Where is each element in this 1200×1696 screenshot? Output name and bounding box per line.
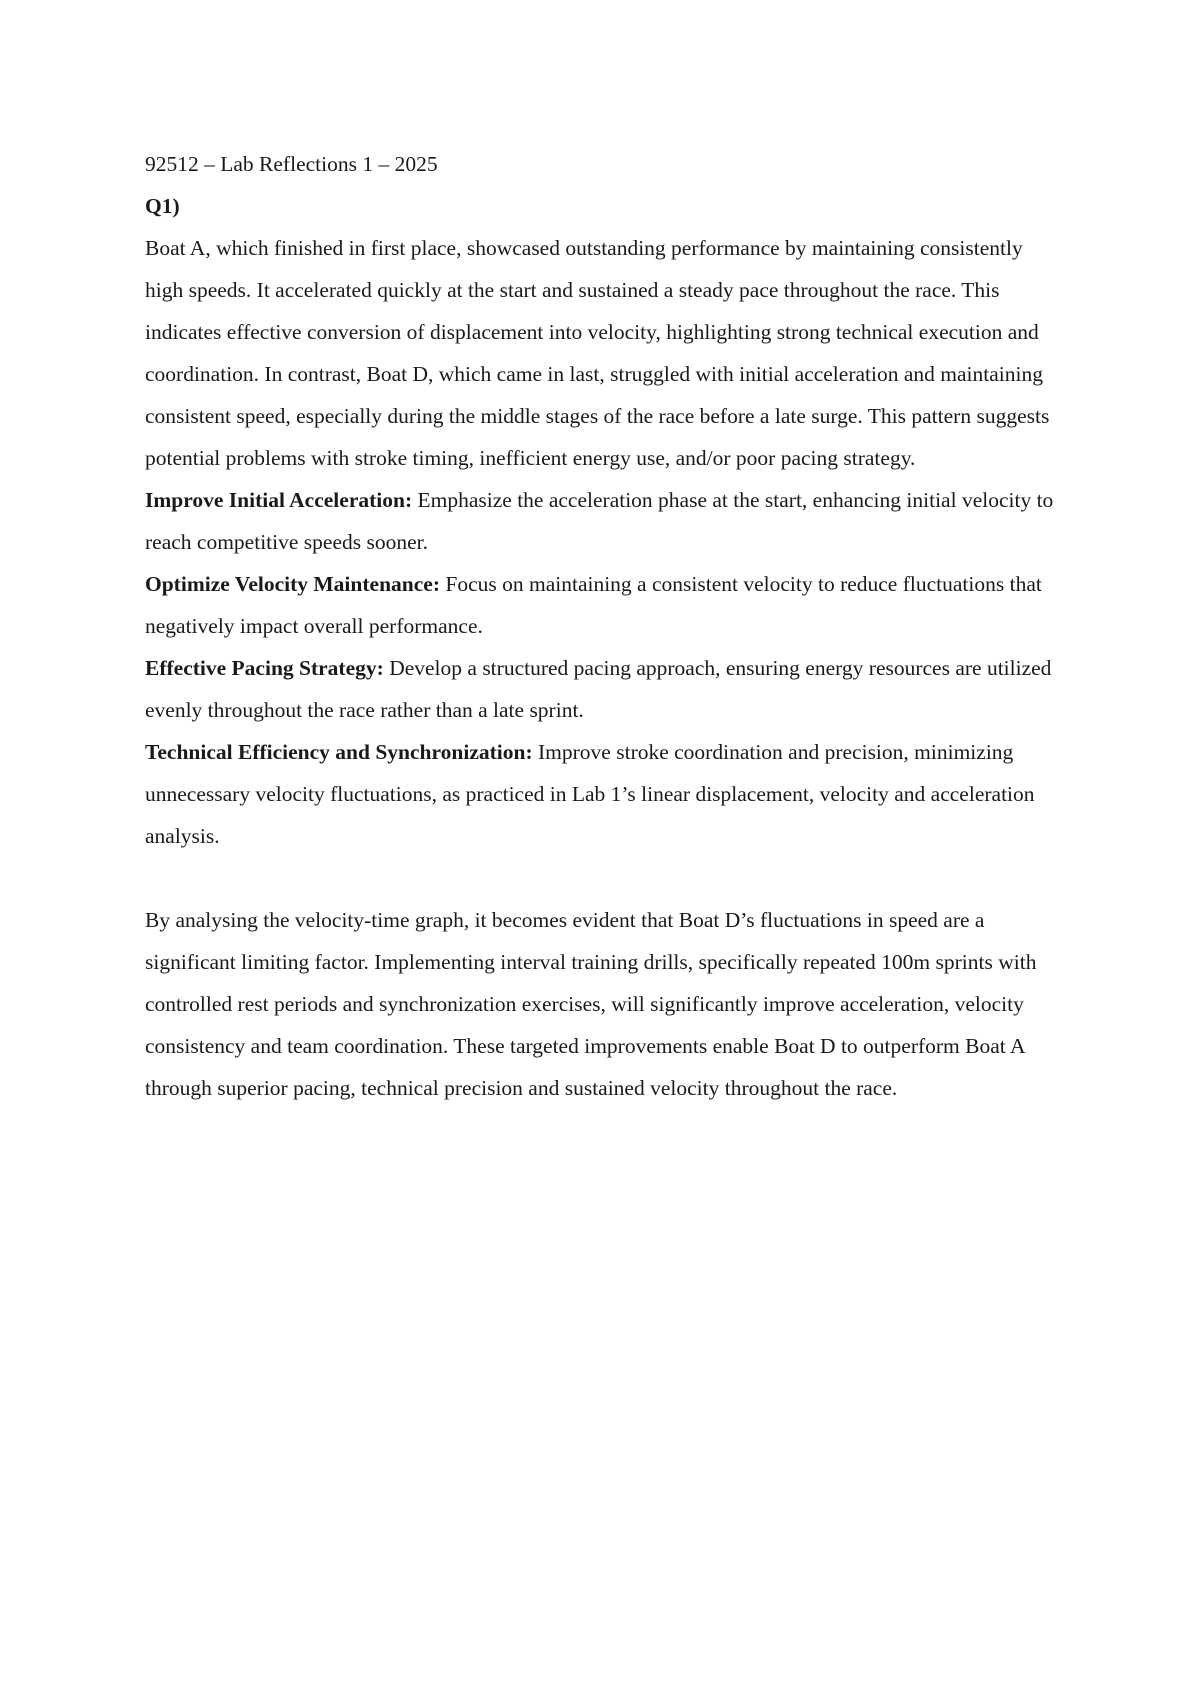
recommendation-title: Optimize Velocity Maintenance: bbox=[145, 572, 440, 596]
conclusion-paragraph: By analysing the velocity-time graph, it becomes evident that Boat D’s fluctuations in speed are a significant limiting factor. Implementing interval training drills, specifically repeated 100m sprints with controlled rest periods and synchronization exercises, will significantly improve acceleration, velocity consistency and team coordination. These targeted improvements enable Boat D to outperform Boat A through superior pacing, technical precision and sustained velocity throughout the race. bbox=[145, 908, 1037, 1100]
recommendation-technical bbox=[145, 731, 1065, 857]
recommendation-title: Effective Pacing Strategy: bbox=[145, 656, 384, 680]
document-body bbox=[145, 143, 1065, 1109]
intro-paragraph: Boat A, which finished in first place, showcased outstanding performance by maintaining consistently high speeds. It accelerated quickly at the start and sustained a steady pace throughout the race. This indicates effective conversion of displacement into velocity, highlighting strong technical execution and coordination. In contrast, Boat D, which came in last, struggled with initial acceleration and maintaining consistent speed, especially during the middle stages of the race before a late surge. This pattern suggests potential problems with stroke timing, inefficient energy use, and/or poor pacing strategy. bbox=[145, 236, 1050, 470]
recommendation-text: Develop a structured pacing approach, ensuring energy resources are utilized evenly throughout the race rather than a late sprint. bbox=[145, 656, 1052, 722]
recommendation-text: Emphasize the acceleration phase at the start, enhancing initial velocity to reach competitive speeds sooner. bbox=[145, 488, 1054, 554]
recommendation-title: Technical Efficiency and Synchronization: bbox=[145, 740, 533, 764]
question-label: Q1) bbox=[145, 194, 180, 218]
document-header: 92512 – Lab Reflections 1 – 2025 bbox=[145, 152, 438, 176]
recommendation-text: Improve stroke coordination and precision, minimizing unnecessary velocity fluctuations, as practiced in Lab 1’s linear displacement, velocity and acceleration analysis. bbox=[145, 740, 1035, 848]
recommendation-velocity bbox=[145, 563, 1065, 647]
recommendation-acceleration bbox=[145, 479, 1065, 563]
recommendation-text: Focus on maintaining a consistent velocity to reduce fluctuations that negatively impact overall performance. bbox=[145, 572, 1042, 638]
recommendation-pacing bbox=[145, 647, 1065, 731]
recommendation-title: Improve Initial Acceleration: bbox=[145, 488, 413, 512]
paragraph-spacer bbox=[145, 857, 1065, 899]
